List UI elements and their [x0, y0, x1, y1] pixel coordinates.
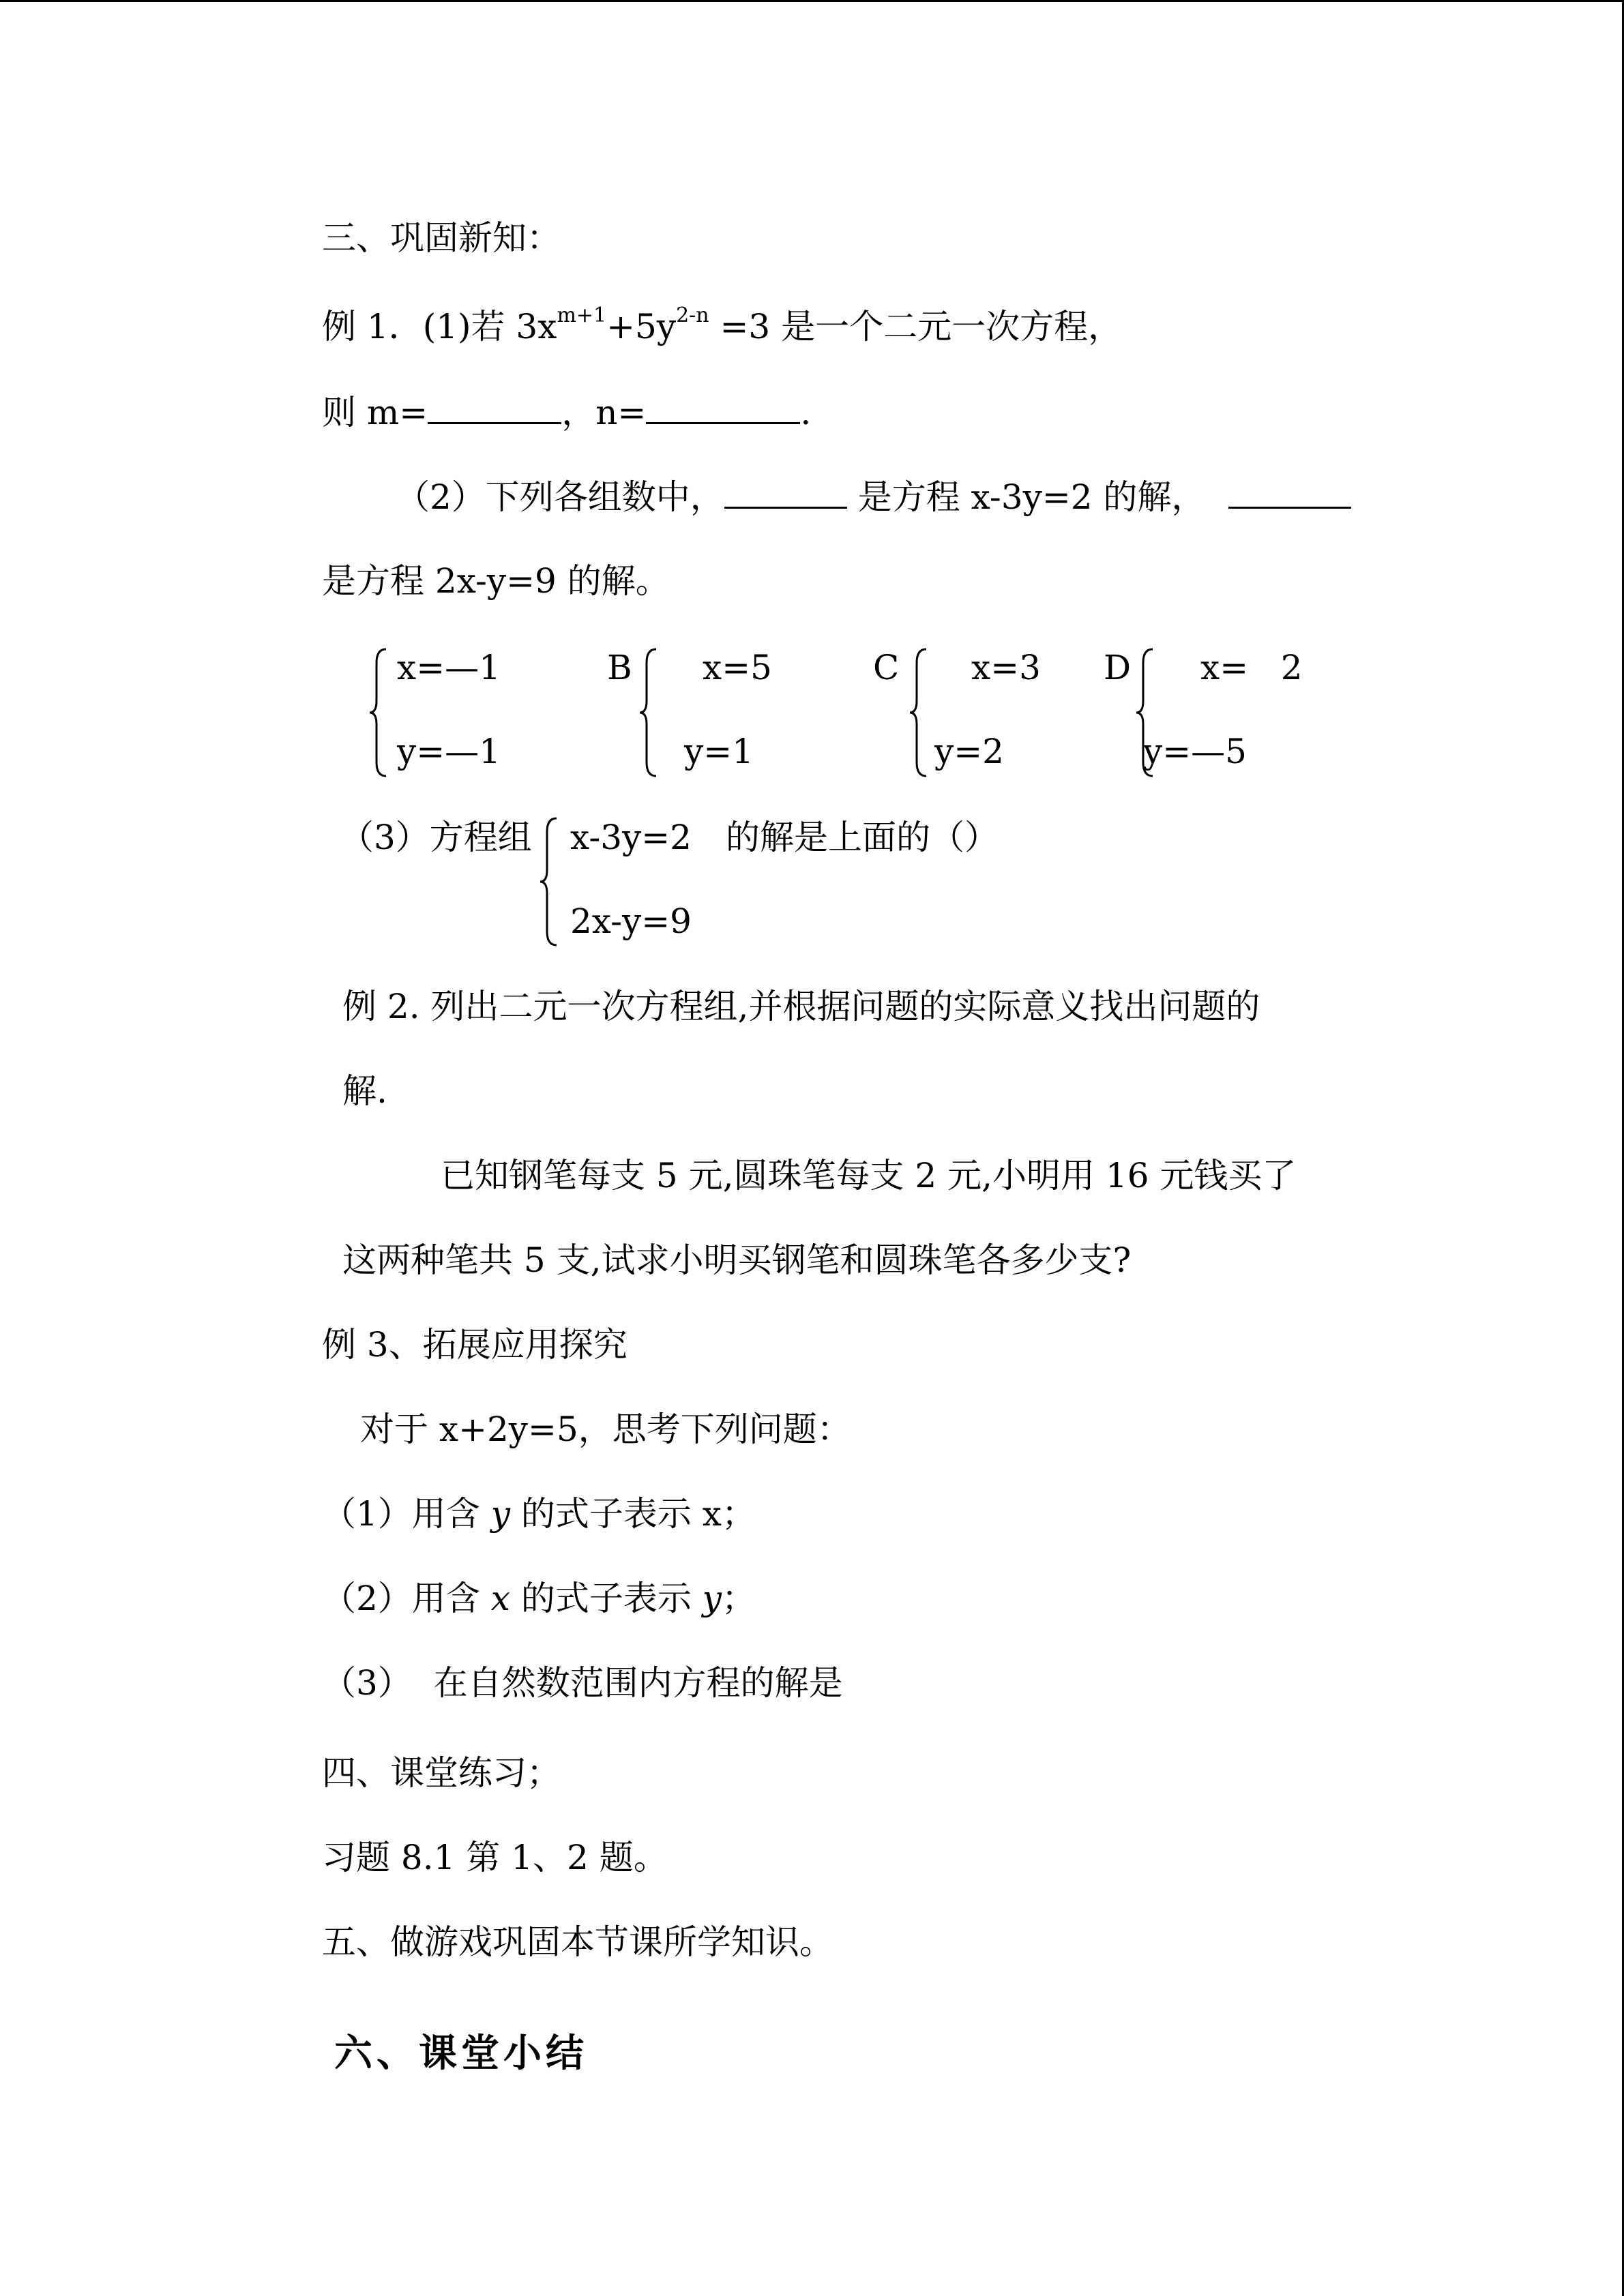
page-top-border [0, 0, 1624, 2]
option-d-letter: D [1104, 648, 1132, 687]
question3-prefix: （3）方程组 [340, 818, 532, 857]
q2-mid: 是方程 x-3y=2 的解， [846, 477, 1206, 517]
q2-answer-blank-2[interactable] [1228, 475, 1351, 509]
option-d-y: y=—5 [1143, 732, 1247, 771]
option-d-x: x= 2 [1200, 648, 1303, 687]
section6-heading: 六、课堂小结 [334, 2031, 588, 2076]
brace-option-a [368, 648, 389, 777]
section3-heading: 三、巩固新知： [322, 218, 561, 258]
ex1-suffix: =3 是一个二元一次方程， [709, 307, 1123, 346]
example2-line4: 这两种笔共 5 支,试求小明买钢笔和圆珠笔各多少支? [342, 1240, 1132, 1280]
section4-exercise: 习题 8.1 第 1、2 题。 [322, 1838, 668, 1877]
brace-option-c [909, 648, 929, 777]
example3-question1 [322, 1493, 756, 1535]
q1-text-b: 的式子表示 x； [510, 1494, 756, 1534]
question3-equation1: x-3y=2 [570, 818, 692, 857]
option-b-y: y=1 [684, 732, 754, 771]
q2-text-a: （2）用含 [322, 1579, 491, 1618]
example2-line1: 例 2. 列出二元一次方程组,并根据问题的实际意义找出问题的 [342, 987, 1260, 1026]
question2-line1 [396, 475, 1351, 518]
option-c-y: y=2 [934, 732, 1004, 771]
question2-line2: 是方程 2x-y=9 的解。 [322, 561, 670, 601]
ex1-exponent-m: m+1 [557, 303, 607, 327]
ex1-prefix: 例 1．(1)若 3x [322, 307, 557, 346]
section5-heading: 五、做游戏巩固本节课所学知识。 [322, 1922, 833, 1962]
q2-text-b: 的式子表示 [510, 1579, 703, 1618]
q1-text-a: （1）用含 [322, 1494, 491, 1534]
option-b-x: x=5 [703, 648, 772, 687]
q2-variable: x [490, 1579, 510, 1618]
example3-heading: 例 3、拓展应用探究 [322, 1325, 628, 1365]
example3-question3: （3） 在自然数范围内方程的解是 [322, 1663, 843, 1703]
q2-answer-blank-1[interactable] [724, 475, 847, 509]
q2-prefix: （2）下列各组数中， [396, 477, 724, 517]
section4-heading: 四、课堂练习； [322, 1753, 561, 1793]
example3-intro: 对于 x+2y=5，思考下列问题： [360, 1410, 851, 1449]
m-answer-blank[interactable] [428, 391, 561, 424]
example1-equation [322, 305, 1122, 348]
example3-question2 [322, 1577, 756, 1620]
question3-equation2: 2x-y=9 [570, 901, 692, 941]
example1-answer-line [322, 391, 811, 434]
brace-option-b [638, 648, 659, 777]
option-b-letter: B [607, 648, 632, 687]
brace-question3 [539, 817, 559, 946]
ex1-exponent-n: 2-n [676, 303, 709, 327]
n-answer-blank[interactable] [646, 391, 800, 424]
m-label: 则 m= [322, 393, 428, 432]
option-a-x: x=—1 [397, 648, 501, 687]
ex1-mid: +5y [606, 307, 677, 346]
q2-text-c: ； [721, 1579, 756, 1618]
option-c-x: x=3 [971, 648, 1041, 687]
option-c-letter: C [873, 648, 900, 687]
option-a-y: y=—1 [397, 732, 501, 771]
n-label: ，n= [561, 393, 647, 432]
q2-variable-2: y [702, 1579, 722, 1618]
example2-line2: 解. [342, 1071, 387, 1111]
example2-line3: 已知钢笔每支 5 元,圆珠笔每支 2 元,小明用 16 元钱买了 [441, 1156, 1297, 1195]
q1-variable: y [490, 1494, 510, 1534]
period: . [800, 393, 812, 432]
question3-suffix: 的解是上面的（） [726, 818, 999, 857]
